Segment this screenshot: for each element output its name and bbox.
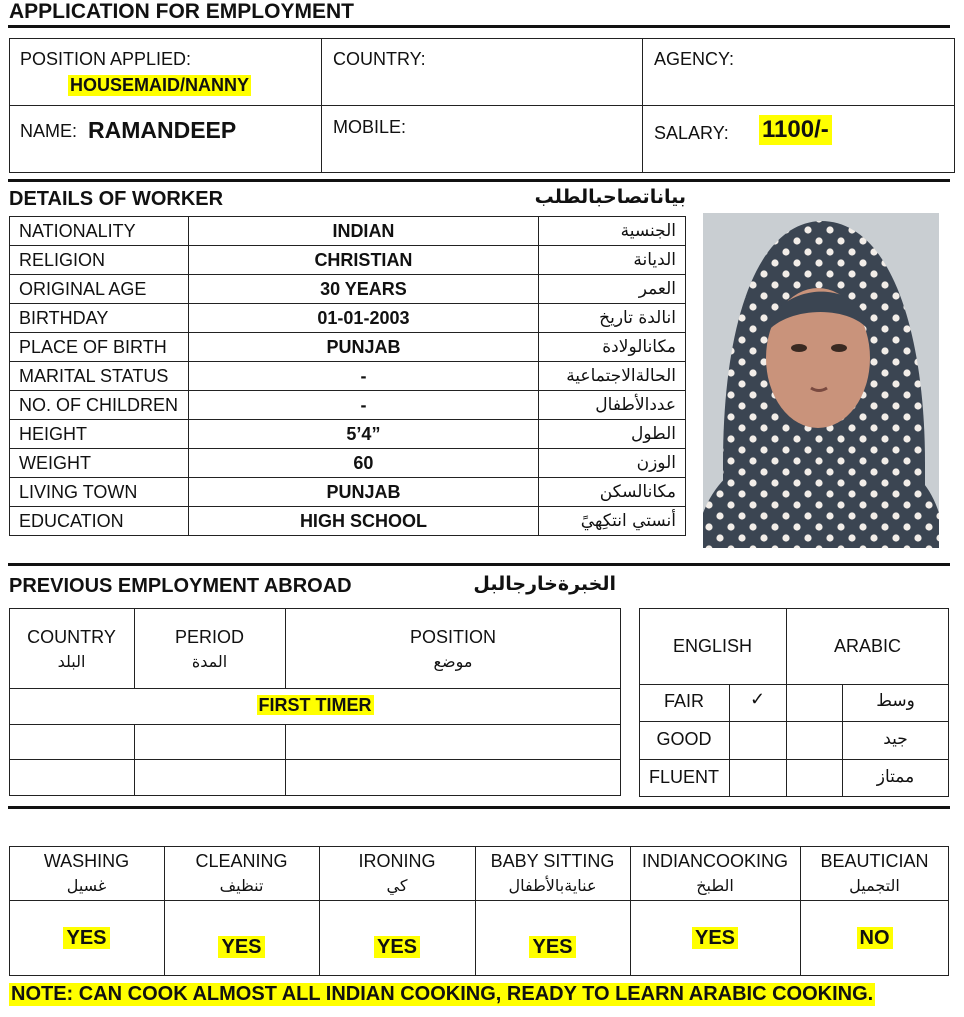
divider [639,684,949,685]
detail-value: INDIAN [188,217,538,246]
detail-label-ar: أنستي انتكِهيً [539,507,686,536]
col-position-ar: موضع [433,652,473,671]
skill-label: IRONING [358,851,436,871]
skill-label: CLEANING [195,851,288,871]
page-title: APPLICATION FOR EMPLOYMENT [9,0,354,23]
divider [9,900,949,901]
skill-value-cell [9,927,164,950]
worker-details-table [9,216,686,536]
detail-label: NATIONALITY [10,217,189,246]
section-rule [8,806,950,809]
lang-check-mark: ✓ [749,689,766,709]
section-rule [8,179,950,182]
skill-value: YES [218,936,264,958]
lang-level-en: FAIR [663,691,704,711]
position-label: POSITION APPLIED: [20,49,192,69]
position-value: HOUSEMAID/NANNY [70,75,250,95]
skill-value: YES [63,927,109,949]
lang-arabic-header: ARABIC [833,636,902,656]
section-rule [8,563,950,566]
detail-value: CHRISTIAN [188,246,538,275]
col-position: POSITION [409,627,496,647]
skill-value-cell [800,927,949,950]
skill-label-ar: عنايةبالأطفال [508,876,597,895]
first-timer-cell [9,695,621,716]
col-country-ar: البلد [57,652,86,671]
skill-label-ar: كي [386,876,408,895]
skill-label-ar: الطبخ [696,876,734,895]
salary-label: SALARY: [654,123,729,143]
detail-label-ar: مكانالولادة [539,333,686,362]
lang-level-en: FLUENT [648,767,719,787]
detail-value: 01-01-2003 [188,304,538,333]
first-timer-value: FIRST TIMER [258,695,372,715]
detail-label: HEIGHT [10,420,189,449]
divider [639,759,949,760]
details-row [10,507,686,536]
detail-label: EDUCATION [10,507,189,536]
title-rule [8,25,950,28]
detail-label-ar: مكانالسكن [539,478,686,507]
divider [285,608,286,688]
detail-label-ar: العمر [539,275,686,304]
detail-label: MARITAL STATUS [10,362,189,391]
divider [642,38,643,173]
detail-label: RELIGION [10,246,189,275]
detail-label: NO. OF CHILDREN [10,391,189,420]
divider [134,608,135,688]
country-label: COUNTRY: [333,49,426,69]
col-period: PERIOD [174,627,244,647]
lang-english-header: ENGLISH [672,636,753,656]
details-row [10,391,686,420]
divider [134,724,135,796]
details-row [10,333,686,362]
details-row [10,449,686,478]
detail-label: WEIGHT [10,449,189,478]
mobile-label: MOBILE: [333,117,407,137]
detail-label-ar: الطول [539,420,686,449]
skill-label-ar: غسيل [66,876,107,895]
details-row [10,420,686,449]
detail-value: 5’4” [188,420,538,449]
detail-label-ar: الديانة [539,246,686,275]
col-period-ar: المدة [191,652,228,671]
skill-label-ar: التجميل [849,876,900,895]
detail-value: - [188,391,538,420]
detail-label: LIVING TOWN [10,478,189,507]
previous-heading-ar: الخبرةخارجالبل [473,573,616,595]
detail-label: BIRTHDAY [10,304,189,333]
note: NOTE: CAN COOK ALMOST ALL INDIAN COOKING, READY TO LEARN ARABIC COOKING. [11,983,874,1005]
detail-label-ar: انالدة تاريخ [539,304,686,333]
detail-value: 30 YEARS [188,275,538,304]
skill-value-cell [164,936,319,959]
divider [639,721,949,722]
detail-value: PUNJAB [188,478,538,507]
details-row [10,362,686,391]
detail-value: HIGH SCHOOL [188,507,538,536]
skill-value: YES [374,936,420,958]
detail-value: - [188,362,538,391]
skill-label: WASHING [43,851,130,871]
name-label: NAME: [20,121,78,141]
previous-heading: PREVIOUS EMPLOYMENT ABROAD [9,575,352,597]
divider [9,759,621,760]
details-heading-ar: بياناتصاحبالطلب [534,186,686,208]
name-value: RAMANDEEP [88,117,237,143]
skill-value-cell [475,936,630,959]
detail-label-ar: الحالةالاجتماعية [539,362,686,391]
details-row [10,478,686,507]
detail-value: PUNJAB [188,333,538,362]
col-country: COUNTRY [27,627,116,647]
skill-value: NO [857,927,893,949]
details-row [10,275,686,304]
divider [9,105,955,106]
detail-label-ar: الوزن [539,449,686,478]
detail-label: PLACE OF BIRTH [10,333,189,362]
detail-value: 60 [188,449,538,478]
details-row [10,304,686,333]
lang-level-en: GOOD [656,729,712,749]
divider [9,724,621,725]
divider [321,38,322,173]
skill-value: YES [529,936,575,958]
details-heading: DETAILS OF WORKER [9,188,224,210]
skill-label-ar: تنظيف [219,876,264,895]
lang-level-ar: ممتاز [876,767,915,787]
details-row [10,246,686,275]
details-row [10,217,686,246]
skill-value: YES [692,927,738,949]
agency-label: AGENCY: [654,49,735,69]
detail-label: ORIGINAL AGE [10,275,189,304]
skill-label: BEAUTICIAN [820,851,929,871]
divider [9,688,621,689]
detail-label-ar: عددالأطفال [539,391,686,420]
salary-value: 1100/- [759,115,832,145]
skill-value-cell [630,927,800,950]
skill-value-cell [319,936,475,959]
applicant-photo [703,213,939,548]
detail-label-ar: الجنسية [539,217,686,246]
lang-level-ar: وسط [876,691,915,711]
skill-label: INDIANCOOKING [641,851,788,871]
divider [285,724,286,796]
lang-level-ar: جيد [883,729,908,749]
skill-label: BABY SITTING [490,851,615,871]
